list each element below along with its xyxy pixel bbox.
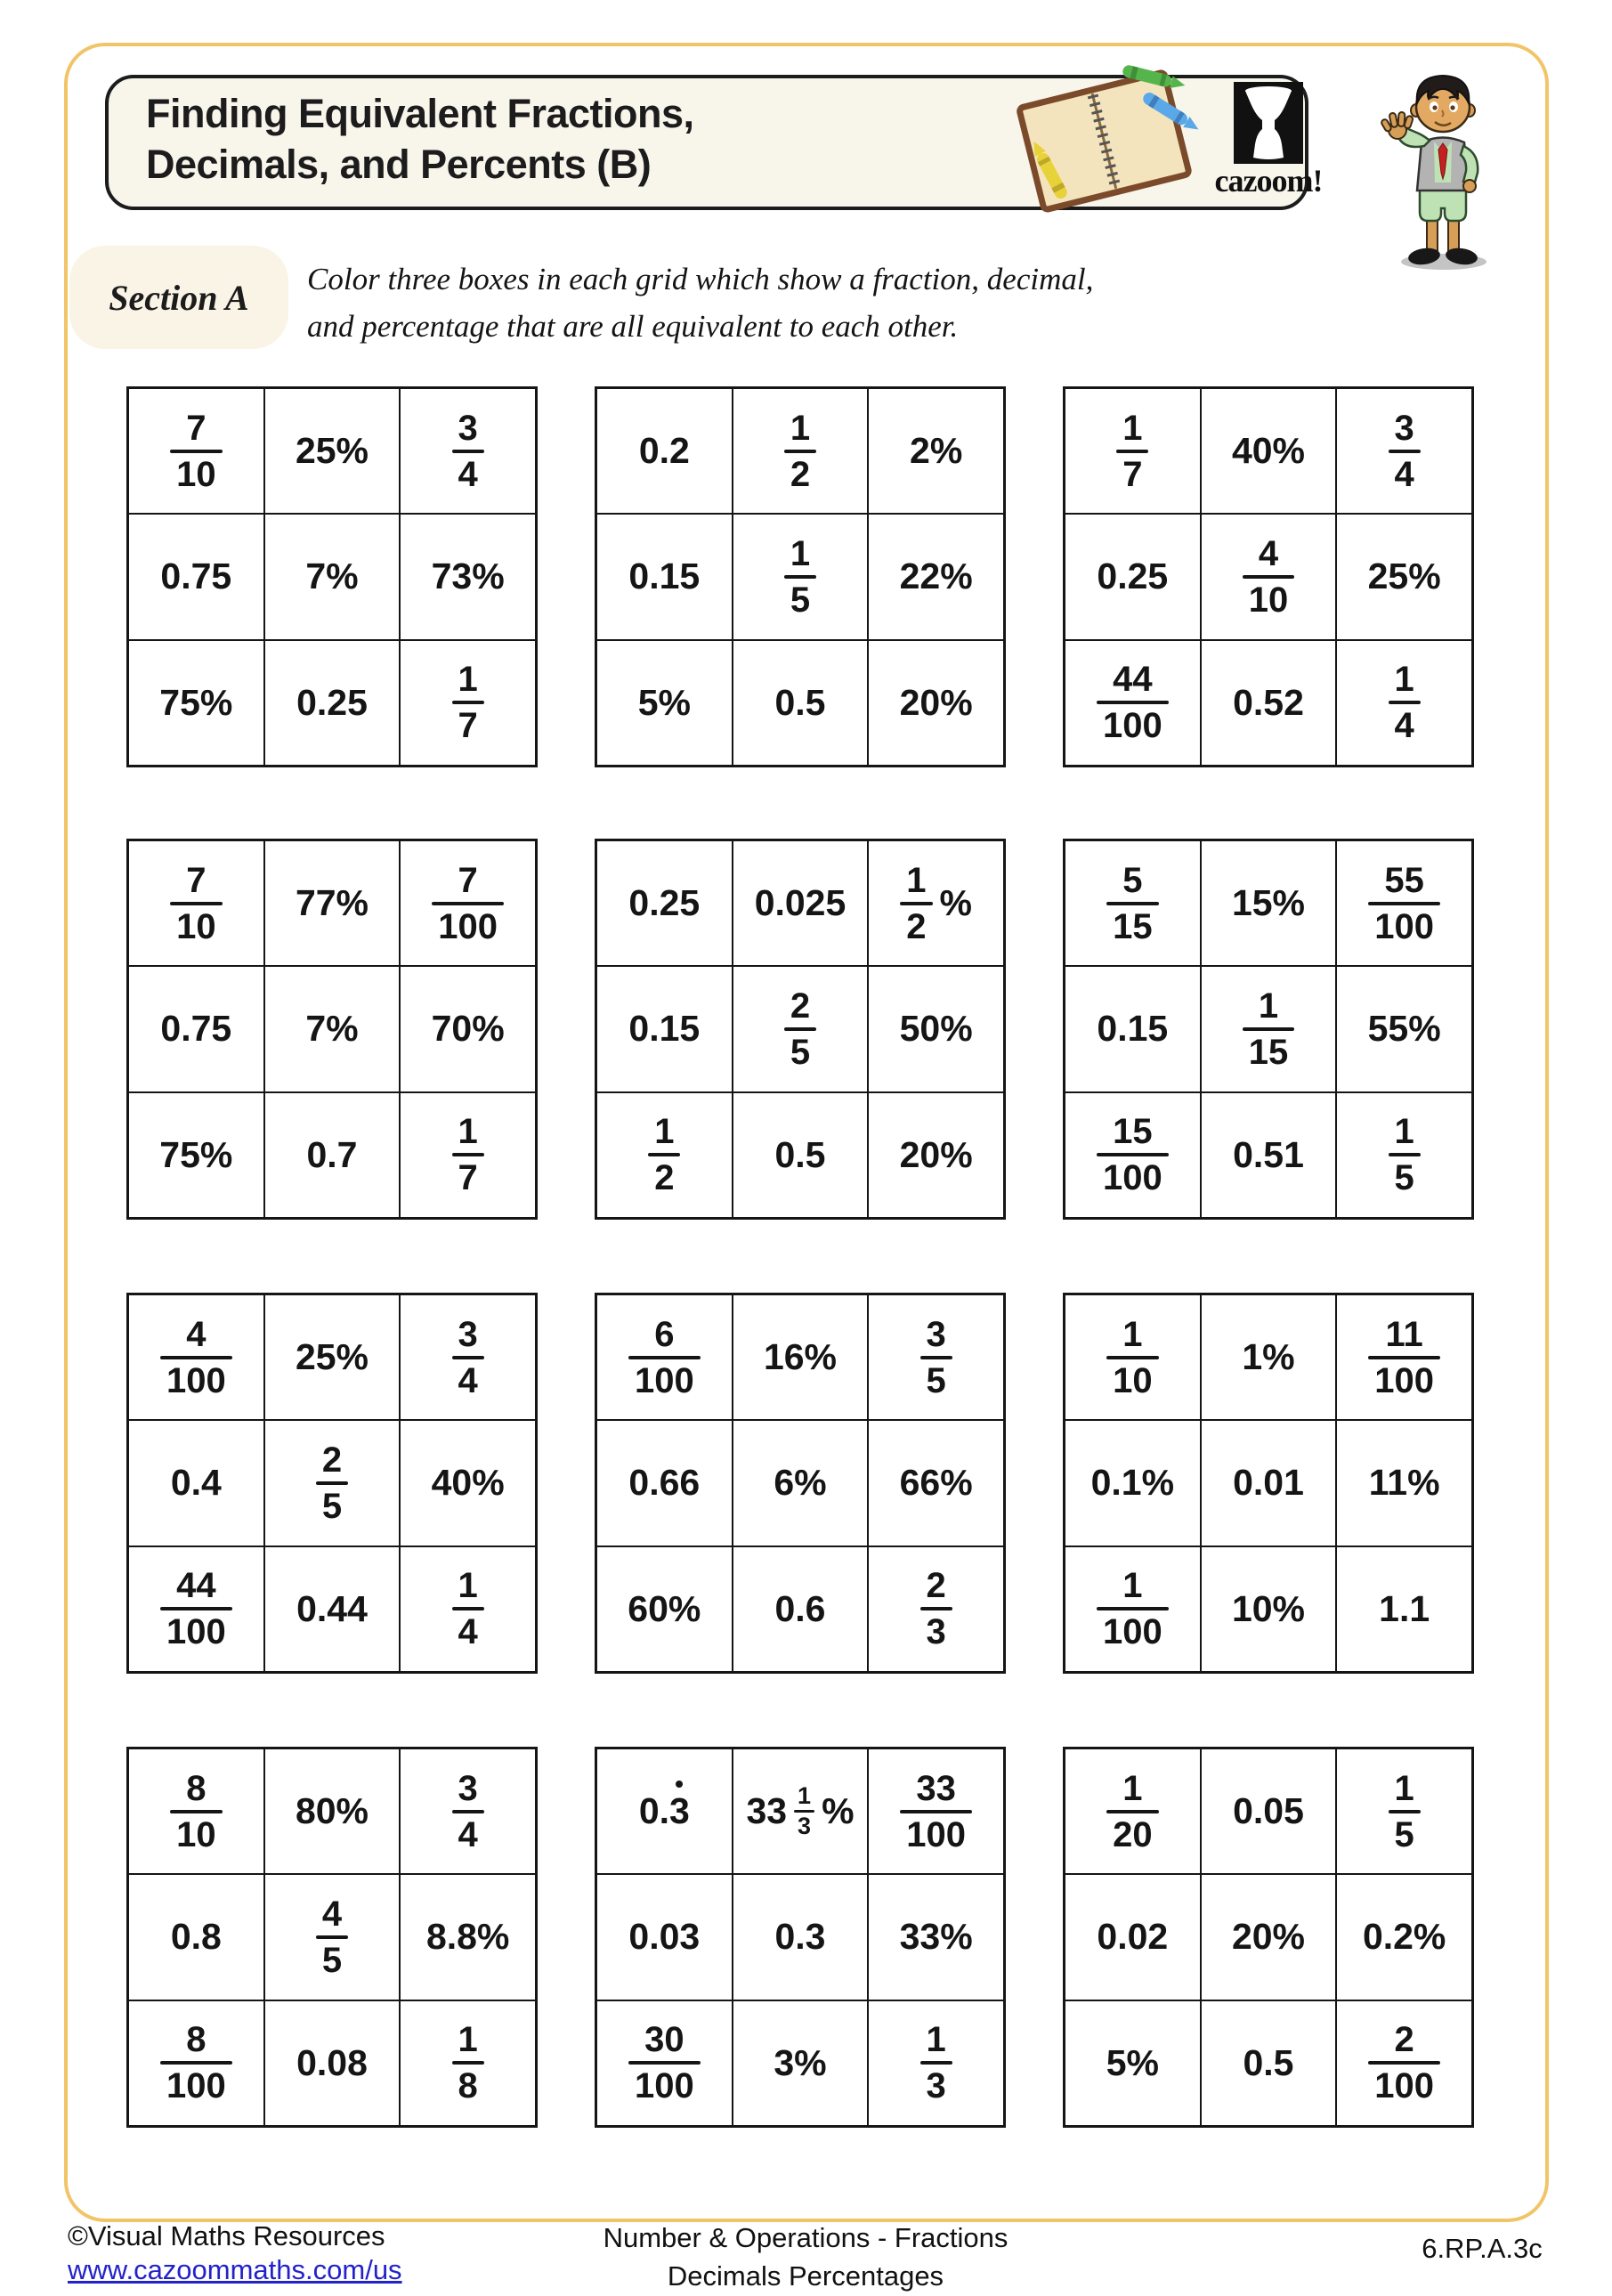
cell-value: $\frac{1}{2}$ % [900, 862, 972, 945]
cell-value: 3% [774, 2041, 827, 2083]
grid-9-cell-r1c1[interactable] [1065, 1294, 1201, 1420]
fraction-value: $\frac{1}{2}$ [648, 1113, 680, 1197]
cell-value: 25% [1367, 556, 1441, 597]
fraction-value: $\frac{2}{3}$ [920, 1567, 952, 1651]
grid-10-cell-r1c2[interactable] [264, 1748, 401, 1874]
grid-11-cell-r3c3[interactable] [868, 2000, 1004, 2126]
fraction-value: $\frac{4}{10}$ [1243, 535, 1295, 619]
grid-9-cell-r3c1[interactable] [1065, 1546, 1201, 1672]
fraction-value: $\frac{3}{5}$ [920, 1316, 952, 1400]
fraction-value: $\frac{55}{100}$ [1368, 862, 1440, 945]
grid-11-cell-r3c1[interactable] [596, 2000, 733, 2126]
grid-2-cell-r3c3[interactable] [868, 640, 1004, 766]
fraction-value: $\frac{8}{100}$ [160, 2021, 232, 2105]
cazoommaths-link[interactable]: www.cazoommaths.com/us [68, 2254, 402, 2285]
grid-6-cell-r3c2[interactable] [1201, 1092, 1337, 1218]
cell-value: 50% [899, 1008, 973, 1050]
cell-value: 75% [159, 1133, 233, 1175]
grid-7-cell-r3c2[interactable] [264, 1546, 401, 1672]
fraction-value: $\frac{33}{100}$ [900, 1770, 972, 1854]
grid-5-cell-r2c1[interactable] [596, 966, 733, 1091]
recurring-decimal-value: 0.3 [639, 1790, 690, 1832]
cell-value: 16% [763, 1336, 838, 1378]
equivalence-grid-12 [1063, 1747, 1474, 2128]
grid-2-cell-r3c2[interactable] [733, 640, 869, 766]
grid-3-cell-r2c1[interactable] [1065, 514, 1201, 639]
cell-value: 1% [1242, 1336, 1295, 1378]
grid-7-cell-r1c2[interactable] [264, 1294, 401, 1420]
cell-value: 6% [774, 1462, 827, 1504]
grid-3-cell-r2c2[interactable] [1201, 514, 1337, 639]
fraction-value: $\frac{44}{100}$ [160, 1567, 232, 1651]
title-line-1: Finding Equivalent Fractions, [146, 91, 694, 136]
fraction-value: $\frac{2}{5}$ [316, 1441, 348, 1525]
cell-value: 0.1% [1090, 1462, 1175, 1504]
grid-5-cell-r1c1[interactable] [596, 840, 733, 966]
grid-5-cell-r2c2[interactable] [733, 966, 869, 1091]
grid-5-cell-r3c2[interactable] [733, 1092, 869, 1218]
page-title [146, 89, 694, 190]
grid-4-cell-r2c1[interactable] [128, 966, 264, 1091]
fraction-value: $\frac{3}{4}$ [452, 410, 484, 493]
fraction-value: $\frac{1}{15}$ [1243, 987, 1295, 1071]
footer-topic-line-1: Number & Operations - Fractions [603, 2222, 1009, 2253]
footer-topic-line-2: Decimals Percentages [667, 2260, 944, 2292]
equivalence-grid-11 [595, 1747, 1006, 2128]
grid-12-cell-r3c1[interactable] [1065, 2000, 1201, 2126]
grid-12-cell-r1c2[interactable] [1201, 1748, 1337, 1874]
cell-value: 0.03 [628, 1916, 701, 1958]
cell-value: 0.75 [160, 556, 232, 597]
cell-value: 80% [295, 1790, 369, 1832]
grid-1-cell-r2c1[interactable] [128, 514, 264, 639]
grid-12-cell-r3c2[interactable] [1201, 2000, 1337, 2126]
cell-value: 20% [899, 681, 973, 723]
grid-2-cell-r3c1[interactable] [596, 640, 733, 766]
grid-1-cell-r2c3[interactable] [400, 514, 536, 639]
cell-value: 0.75 [160, 1008, 232, 1050]
fraction-value: $\frac{1}{3}$ [920, 2021, 952, 2105]
cell-value: 0.4 [170, 1462, 222, 1504]
grid-11-cell-r2c3[interactable] [868, 1874, 1004, 2000]
cell-value: 75% [159, 681, 233, 723]
fraction-value: $\frac{1}{5}$ [784, 535, 816, 619]
fraction-value: $\frac{1}{4}$ [452, 1567, 484, 1651]
cell-value: 60% [628, 1587, 701, 1629]
grid-6-cell-r2c2[interactable] [1201, 966, 1337, 1091]
grid-9-cell-r2c3[interactable] [1336, 1420, 1472, 1546]
grid-5-cell-r1c3[interactable] [868, 840, 1004, 966]
equivalence-grid-2 [595, 386, 1006, 767]
fraction-value: $\frac{1}{8}$ [452, 2021, 484, 2105]
cell-value: 0.15 [628, 1008, 701, 1050]
cell-value: 25% [295, 430, 369, 472]
grid-5-cell-r3c3[interactable] [868, 1092, 1004, 1218]
grid-7-cell-r2c1[interactable] [128, 1420, 264, 1546]
grid-4-cell-r3c1[interactable] [128, 1092, 264, 1218]
grid-5-cell-r2c3[interactable] [868, 966, 1004, 1091]
cell-value: 22% [899, 556, 973, 597]
equivalence-grid-6 [1063, 839, 1474, 1220]
grid-10-cell-r3c1[interactable] [128, 2000, 264, 2126]
fraction-value: $\frac{1}{20}$ [1106, 1770, 1159, 1854]
cell-value: 25% [295, 1336, 369, 1378]
cell-value: 0.25 [296, 681, 368, 723]
fraction-value: $\frac{3}{4}$ [1389, 410, 1421, 493]
grid-7-cell-r1c3[interactable] [400, 1294, 536, 1420]
cell-value: 0.44 [296, 1587, 368, 1629]
boy-mascot-illustration [1378, 57, 1503, 280]
instruction-line-2: and percentage that are all equivalent to each other. [307, 308, 959, 344]
fraction-value: $\frac{8}{10}$ [170, 1770, 223, 1854]
grid-12-cell-r3c3[interactable] [1336, 2000, 1472, 2126]
cell-value: 0.25 [1097, 556, 1169, 597]
fraction-value: $\frac{3}{4}$ [452, 1316, 484, 1400]
fraction-value: $\frac{1}{7}$ [452, 1113, 484, 1197]
cell-value: 0.15 [1097, 1008, 1169, 1050]
grid-1-cell-r1c3[interactable] [400, 388, 536, 514]
grid-3-cell-r3c2[interactable] [1201, 640, 1337, 766]
cell-value: 10% [1231, 1587, 1306, 1629]
grid-1-cell-r1c2[interactable] [264, 388, 401, 514]
grid-4-cell-r2c3[interactable] [400, 966, 536, 1091]
fraction-value: $\frac{1}{3}$ [794, 1784, 814, 1838]
cell-value: 7% [305, 556, 359, 597]
grid-2-cell-r2c1[interactable] [596, 514, 733, 639]
grid-6-cell-r2c1[interactable] [1065, 966, 1201, 1091]
grid-10-cell-r1c1[interactable] [128, 1748, 264, 1874]
equivalence-grid-7 [126, 1293, 538, 1674]
equivalence-grid-1 [126, 386, 538, 767]
fraction-value: $\frac{1}{10}$ [1106, 1316, 1159, 1400]
cell-value: 0.08 [296, 2041, 368, 2083]
grid-7-cell-r2c3[interactable] [400, 1420, 536, 1546]
cell-value: 0.3 [774, 1916, 826, 1958]
cell-value: 0.6 [774, 1587, 826, 1629]
notebook-crayons-icon [995, 55, 1218, 215]
grid-1-cell-r3c1[interactable] [128, 640, 264, 766]
grid-10-cell-r2c3[interactable] [400, 1874, 536, 2000]
grid-2-cell-r1c1[interactable] [596, 388, 733, 514]
grid-5-cell-r3c1[interactable] [596, 1092, 733, 1218]
grid-5-cell-r1c2[interactable] [733, 840, 869, 966]
equivalence-grid-5 [595, 839, 1006, 1220]
grid-6-cell-r1c3[interactable] [1336, 840, 1472, 966]
logo-wordmark: cazoom! [1214, 163, 1323, 199]
cell-value: 20% [899, 1133, 973, 1175]
grid-9-cell-r2c2[interactable] [1201, 1420, 1337, 1546]
grid-3-cell-r1c2[interactable] [1201, 388, 1337, 514]
grid-8-cell-r1c1[interactable] [596, 1294, 733, 1420]
fraction-value: $\frac{15}{100}$ [1097, 1113, 1169, 1197]
title-line-2: Decimals, and Percents (B) [146, 141, 652, 187]
grid-3-cell-r3c1[interactable] [1065, 640, 1201, 766]
grid-8-cell-r1c3[interactable] [868, 1294, 1004, 1420]
cell-value: 0.02 [1097, 1916, 1169, 1958]
fraction-value: $\frac{2}{5}$ [784, 987, 816, 1071]
grid-11-cell-r1c3[interactable] [868, 1748, 1004, 1874]
cell-value: 66% [899, 1462, 973, 1504]
fraction-value: $\frac{1}{5}$ [1389, 1113, 1421, 1197]
grid-1-cell-r3c2[interactable] [264, 640, 401, 766]
grid-6-cell-r1c1[interactable] [1065, 840, 1201, 966]
grid-10-cell-r1c3[interactable] [400, 1748, 536, 1874]
fraction-value: $\frac{7}{10}$ [170, 862, 223, 945]
grid-11-cell-r2c1[interactable] [596, 1874, 733, 2000]
grid-3-cell-r1c1[interactable] [1065, 388, 1201, 514]
cell-value: 0.01 [1233, 1462, 1304, 1504]
cell-value: 40% [431, 1462, 505, 1504]
cell-value: 0.7 [306, 1133, 358, 1175]
fraction-value: $\frac{7}{10}$ [170, 410, 223, 493]
grid-11-cell-r1c2[interactable] [733, 1748, 869, 1874]
footer-topic [494, 2219, 1117, 2296]
grid-6-cell-r2c3[interactable] [1336, 966, 1472, 1091]
grid-8-cell-r3c3[interactable] [868, 1546, 1004, 1672]
fraction-value: $\frac{4}{5}$ [316, 1895, 348, 1979]
fraction-value: $\frac{1}{7}$ [452, 661, 484, 744]
cell-value: 5% [637, 681, 691, 723]
cell-value: 1.1 [1379, 1587, 1430, 1629]
cell-value: 0.2% [1362, 1916, 1446, 1958]
fraction-value: $\frac{2}{100}$ [1368, 2021, 1440, 2105]
grid-6-cell-r3c1[interactable] [1065, 1092, 1201, 1218]
grid-10-cell-r3c2[interactable] [264, 2000, 401, 2126]
grid-1-cell-r3c3[interactable] [400, 640, 536, 766]
cell-value: 5% [1106, 2041, 1159, 2083]
grid-7-cell-r1c1[interactable] [128, 1294, 264, 1420]
grid-9-cell-r3c3[interactable] [1336, 1546, 1472, 1672]
cell-value: 2% [910, 430, 963, 472]
equivalence-grid-8 [595, 1293, 1006, 1674]
cell-value: 33% [899, 1916, 973, 1958]
cell-value: 0.52 [1233, 681, 1304, 723]
grid-7-cell-r3c3[interactable] [400, 1546, 536, 1672]
grid-6-cell-r3c3[interactable] [1336, 1092, 1472, 1218]
footer-standard-code: 6.RP.A.3c [1422, 2233, 1543, 2264]
grid-11-cell-r2c2[interactable] [733, 1874, 869, 2000]
fraction-value: $\frac{44}{100}$ [1097, 661, 1169, 744]
fraction-value: $\frac{3}{4}$ [452, 1770, 484, 1854]
cell-value: 0.025 [754, 882, 847, 924]
instruction-line-1: Color three boxes in each grid which show a fraction, decimal, [307, 262, 1094, 296]
cell-value: 0.5 [1243, 2041, 1294, 2083]
grid-8-cell-r2c1[interactable] [596, 1420, 733, 1546]
grid-2-cell-r2c2[interactable] [733, 514, 869, 639]
grid-4-cell-r3c2[interactable] [264, 1092, 401, 1218]
mixed-number-percent-value: 33 $\frac{1}{3}$ % [746, 1782, 855, 1840]
cell-value: 0.5 [774, 1133, 826, 1175]
cazoom-logo [1203, 82, 1333, 199]
grid-12-cell-r1c1[interactable] [1065, 1748, 1201, 1874]
grid-11-cell-r1c1[interactable] [596, 1748, 733, 1874]
grid-2-cell-r1c3[interactable] [868, 388, 1004, 514]
grid-6-cell-r1c2[interactable] [1201, 840, 1337, 966]
grid-8-cell-r3c1[interactable] [596, 1546, 733, 1672]
grid-12-cell-r2c1[interactable] [1065, 1874, 1201, 2000]
instruction-text [307, 256, 1093, 350]
fraction-value: $\frac{1}{7}$ [1116, 410, 1148, 493]
grid-3-cell-r1c3[interactable] [1336, 388, 1472, 514]
grid-9-cell-r1c3[interactable] [1336, 1294, 1472, 1420]
fraction-value: $\frac{6}{100}$ [628, 1316, 701, 1400]
cell-value: 40% [1231, 430, 1306, 472]
grid-10-cell-r2c1[interactable] [128, 1874, 264, 2000]
fraction-value: $\frac{4}{100}$ [160, 1316, 232, 1400]
cell-value: 20% [1231, 1916, 1306, 1958]
cell-value: 77% [295, 882, 369, 924]
cell-value: 0.51 [1233, 1133, 1304, 1175]
equivalence-grid-3 [1063, 386, 1474, 767]
cell-value: 73% [431, 556, 505, 597]
equivalence-grid-10 [126, 1747, 538, 2128]
fraction-value: $\frac{11}{100}$ [1368, 1316, 1440, 1400]
cell-value: 11% [1368, 1462, 1440, 1504]
cell-value: 8.8% [425, 1916, 510, 1958]
grid-8-cell-r2c3[interactable] [868, 1420, 1004, 1546]
fraction-value: $\frac{1}{2}$ [784, 410, 816, 493]
section-a-label: Section A [69, 246, 288, 349]
grid-8-cell-r3c2[interactable] [733, 1546, 869, 1672]
grid-12-cell-r1c3[interactable] [1336, 1748, 1472, 1874]
fraction-value: $\frac{1}{2}$ [900, 862, 932, 945]
grid-4-cell-r2c2[interactable] [264, 966, 401, 1091]
grid-4-cell-r1c3[interactable] [400, 840, 536, 966]
grid-4-cell-r3c3[interactable] [400, 1092, 536, 1218]
grid-1-cell-r1c1[interactable] [128, 388, 264, 514]
grid-1-cell-r2c2[interactable] [264, 514, 401, 639]
cell-value: 0.66 [628, 1462, 701, 1504]
fraction-value: $\frac{30}{100}$ [628, 2021, 701, 2105]
fraction-value: $\frac{5}{15}$ [1106, 862, 1159, 945]
cell-value: 0.25 [628, 882, 701, 924]
grid-12-cell-r2c3[interactable] [1336, 1874, 1472, 2000]
grid-9-cell-r2c1[interactable] [1065, 1420, 1201, 1546]
grid-2-cell-r1c2[interactable] [733, 388, 869, 514]
cell-value: 15% [1231, 882, 1306, 924]
cell-value: 70% [431, 1008, 505, 1050]
grid-9-cell-r1c2[interactable] [1201, 1294, 1337, 1420]
fraction-value: $\frac{1}{100}$ [1097, 1567, 1169, 1651]
grid-11-cell-r3c2[interactable] [733, 2000, 869, 2126]
cell-value: 0.05 [1233, 1790, 1304, 1832]
grid-12-cell-r2c2[interactable] [1201, 1874, 1337, 2000]
grid-3-cell-r3c3[interactable] [1336, 640, 1472, 766]
grid-2-cell-r2c3[interactable] [868, 514, 1004, 639]
djembe-drum-icon [1234, 82, 1303, 164]
grid-10-cell-r2c2[interactable] [264, 1874, 401, 2000]
grid-7-cell-r2c2[interactable] [264, 1420, 401, 1546]
cell-value: 0.15 [628, 556, 701, 597]
grid-10-cell-r3c3[interactable] [400, 2000, 536, 2126]
cell-value: 0.2 [638, 430, 690, 472]
fraction-value: $\frac{1}{4}$ [1389, 661, 1421, 744]
equivalence-grid-9 [1063, 1293, 1474, 1674]
grid-7-cell-r3c1[interactable] [128, 1546, 264, 1672]
grid-8-cell-r2c2[interactable] [733, 1420, 869, 1546]
grid-8-cell-r1c2[interactable] [733, 1294, 869, 1420]
cell-value: 0.8 [170, 1916, 222, 1958]
grid-3-cell-r2c3[interactable] [1336, 514, 1472, 639]
footer-copyright: ©Visual Maths Resources [68, 2220, 385, 2251]
grid-4-cell-r1c1[interactable] [128, 840, 264, 966]
grid-9-cell-r3c2[interactable] [1201, 1546, 1337, 1672]
grid-4-cell-r1c2[interactable] [264, 840, 401, 966]
cell-value: 55% [1367, 1008, 1441, 1050]
fraction-value: $\frac{1}{5}$ [1389, 1770, 1421, 1854]
cell-value: 0.5 [774, 681, 826, 723]
cell-value: 7% [305, 1008, 359, 1050]
equivalence-grid-4 [126, 839, 538, 1220]
fraction-value: $\frac{7}{100}$ [432, 862, 504, 945]
